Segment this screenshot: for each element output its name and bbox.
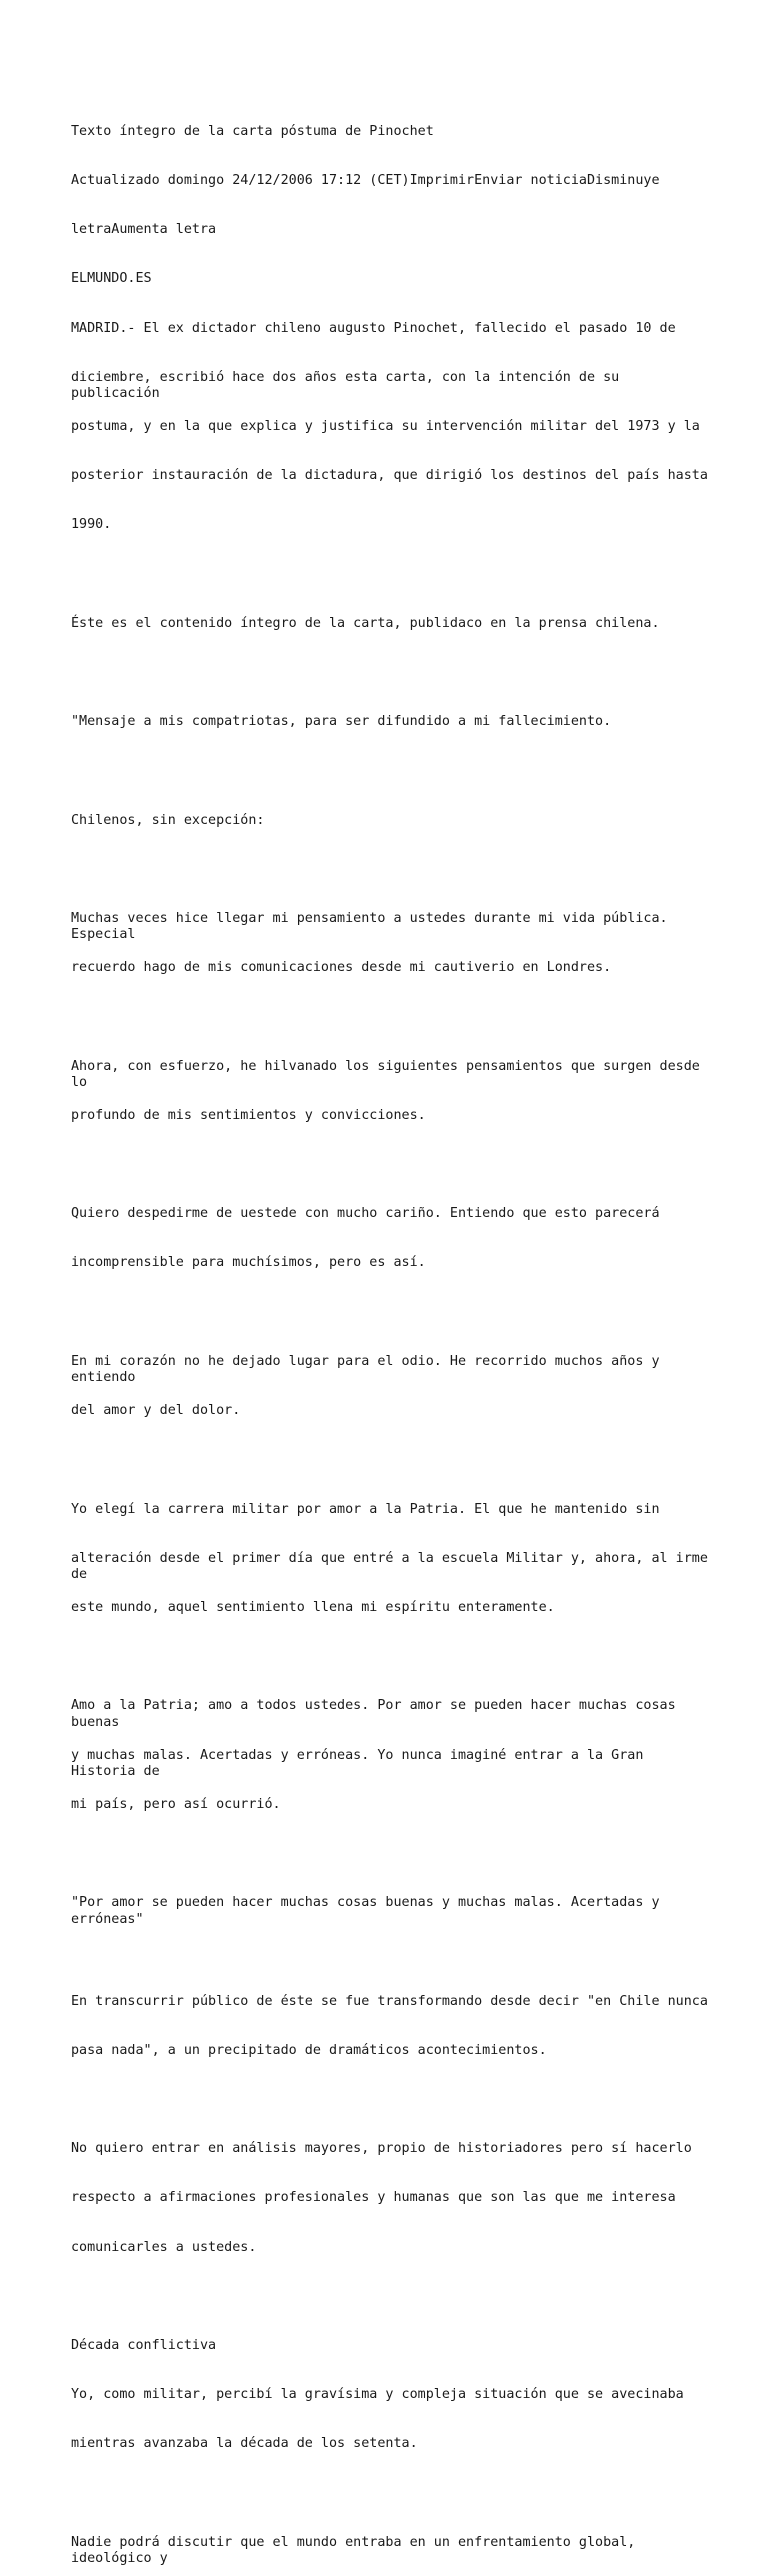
text-line: Yo, como militar, percibí la gravísima y compleja situación que se avecinaba [71, 2387, 684, 2403]
blank-line [71, 567, 711, 583]
blank-line [71, 1846, 711, 1862]
source-label: ELMUNDO.ES [71, 271, 152, 287]
text-line: del amor y del dolor. [71, 1403, 241, 1419]
blank-line [71, 1305, 711, 1321]
section-heading: Década conflictiva [71, 2337, 217, 2353]
text-line: No quiero entrar en análisis mayores, propio de historiadores pero sí hacerlo [71, 2141, 692, 2157]
dateline: Actualizado domingo 24/12/2006 17:12 (CET)ImprimirEnviar noticiaDisminuye [71, 173, 660, 189]
blank-line [71, 1452, 711, 1468]
blank-line [71, 2289, 711, 2305]
text-line: posterior instauración de la dictadura, que dirigió los destinos del país hasta [71, 468, 708, 484]
text-line: incomprensible para muchísimos, pero es así. [71, 1255, 426, 1271]
text-line: y muchas malas. Acertadas y erróneas. Yo nunca imaginé entrar a la Gran Historia de [71, 1747, 652, 1779]
text-line: Yo elegí la carrera militar por amor a la Patria. El que he mantenido sin [71, 1501, 660, 1517]
blank-line [71, 1009, 711, 1025]
text-line: Ahora, con esfuerzo, he hilvanado los siguientes pensamientos que surgen desde lo [71, 1058, 708, 1091]
blank-line [71, 2092, 711, 2108]
pull-quote: "Por amor se pueden hacer muchas cosas buenas y muchas malas. Acertadas y erróneas" [71, 1895, 668, 1927]
text-line: MADRID.- El ex dictador chileno augusto Pinochet, fallecido el pasado 10 de [71, 320, 676, 336]
text-line: respecto a afirmaciones profesionales y humanas que son las que me interesa [71, 2190, 676, 2206]
text-line: recuerdo hago de mis comunicaciones desde mi cautiverio en Londres. [71, 960, 612, 976]
dateline-continued: letraAumenta letra [71, 222, 217, 238]
document-text [71, 91, 716, 2568]
headline: Texto íntegro de la carta póstuma de Pinochet [71, 123, 434, 139]
text-line: "Mensaje a mis compatriotas, para ser difundido a mi fallecimiento. [71, 714, 612, 730]
text-line: comunicarles a ustedes. [71, 2239, 257, 2255]
text-line: pasa nada", a un precipitado de dramáticos acontecimientos. [71, 2042, 547, 2058]
text-line: Éste es el contenido íntegro de la carta, publidaco en la prensa chilena. [71, 615, 660, 631]
blank-line [71, 1649, 711, 1665]
text-line: En transcurrir público de éste se fue transformando desde decir "en Chile nunca [71, 1993, 708, 2009]
blank-line [71, 2486, 711, 2502]
text-line: mi país, pero así ocurrió. [71, 1796, 281, 1812]
blank-line [71, 1157, 711, 1173]
text-line: Muchas veces hice llegar mi pensamiento a ustedes durante mi vida pública. Especial [71, 911, 676, 943]
text-line: Quiero despedirme de uestede con mucho cariño. Entiendo que esto parecerá [71, 1206, 660, 1222]
text-line: Nadie podrá discutir que el mundo entraba en un enfrentamiento global, ideológico y [71, 2534, 644, 2567]
text-line: mientras avanzaba la década de los setenta. [71, 2436, 418, 2452]
text-line: postuma, y en la que explica y justifica su intervención militar del 1973 y la [71, 419, 700, 435]
blank-line [71, 665, 711, 681]
text-line: 1990. [71, 517, 112, 533]
text-line: alteración desde el primer día que entré a la escuela Militar y, ahora, al irme de [71, 1550, 716, 1583]
text-line: diciembre, escribió hace dos años esta carta, con la intención de su publicación [71, 369, 628, 402]
text-line: En mi corazón no he dejado lugar para el odio. He recorrido muchos años y entiendo [71, 1353, 668, 1386]
blank-line [71, 763, 711, 779]
text-line: Chilenos, sin excepción: [71, 812, 265, 828]
blank-line [71, 862, 711, 878]
text-line: profundo de mis sentimientos y convicciones. [71, 1107, 426, 1123]
blank-line [71, 1944, 711, 1960]
text-line: Amo a la Patria; amo a todos ustedes. Por amor se pueden hacer muchas cosas buenas [71, 1698, 684, 1730]
text-line: este mundo, aquel sentimiento llena mi espíritu enteramente. [71, 1599, 555, 1615]
